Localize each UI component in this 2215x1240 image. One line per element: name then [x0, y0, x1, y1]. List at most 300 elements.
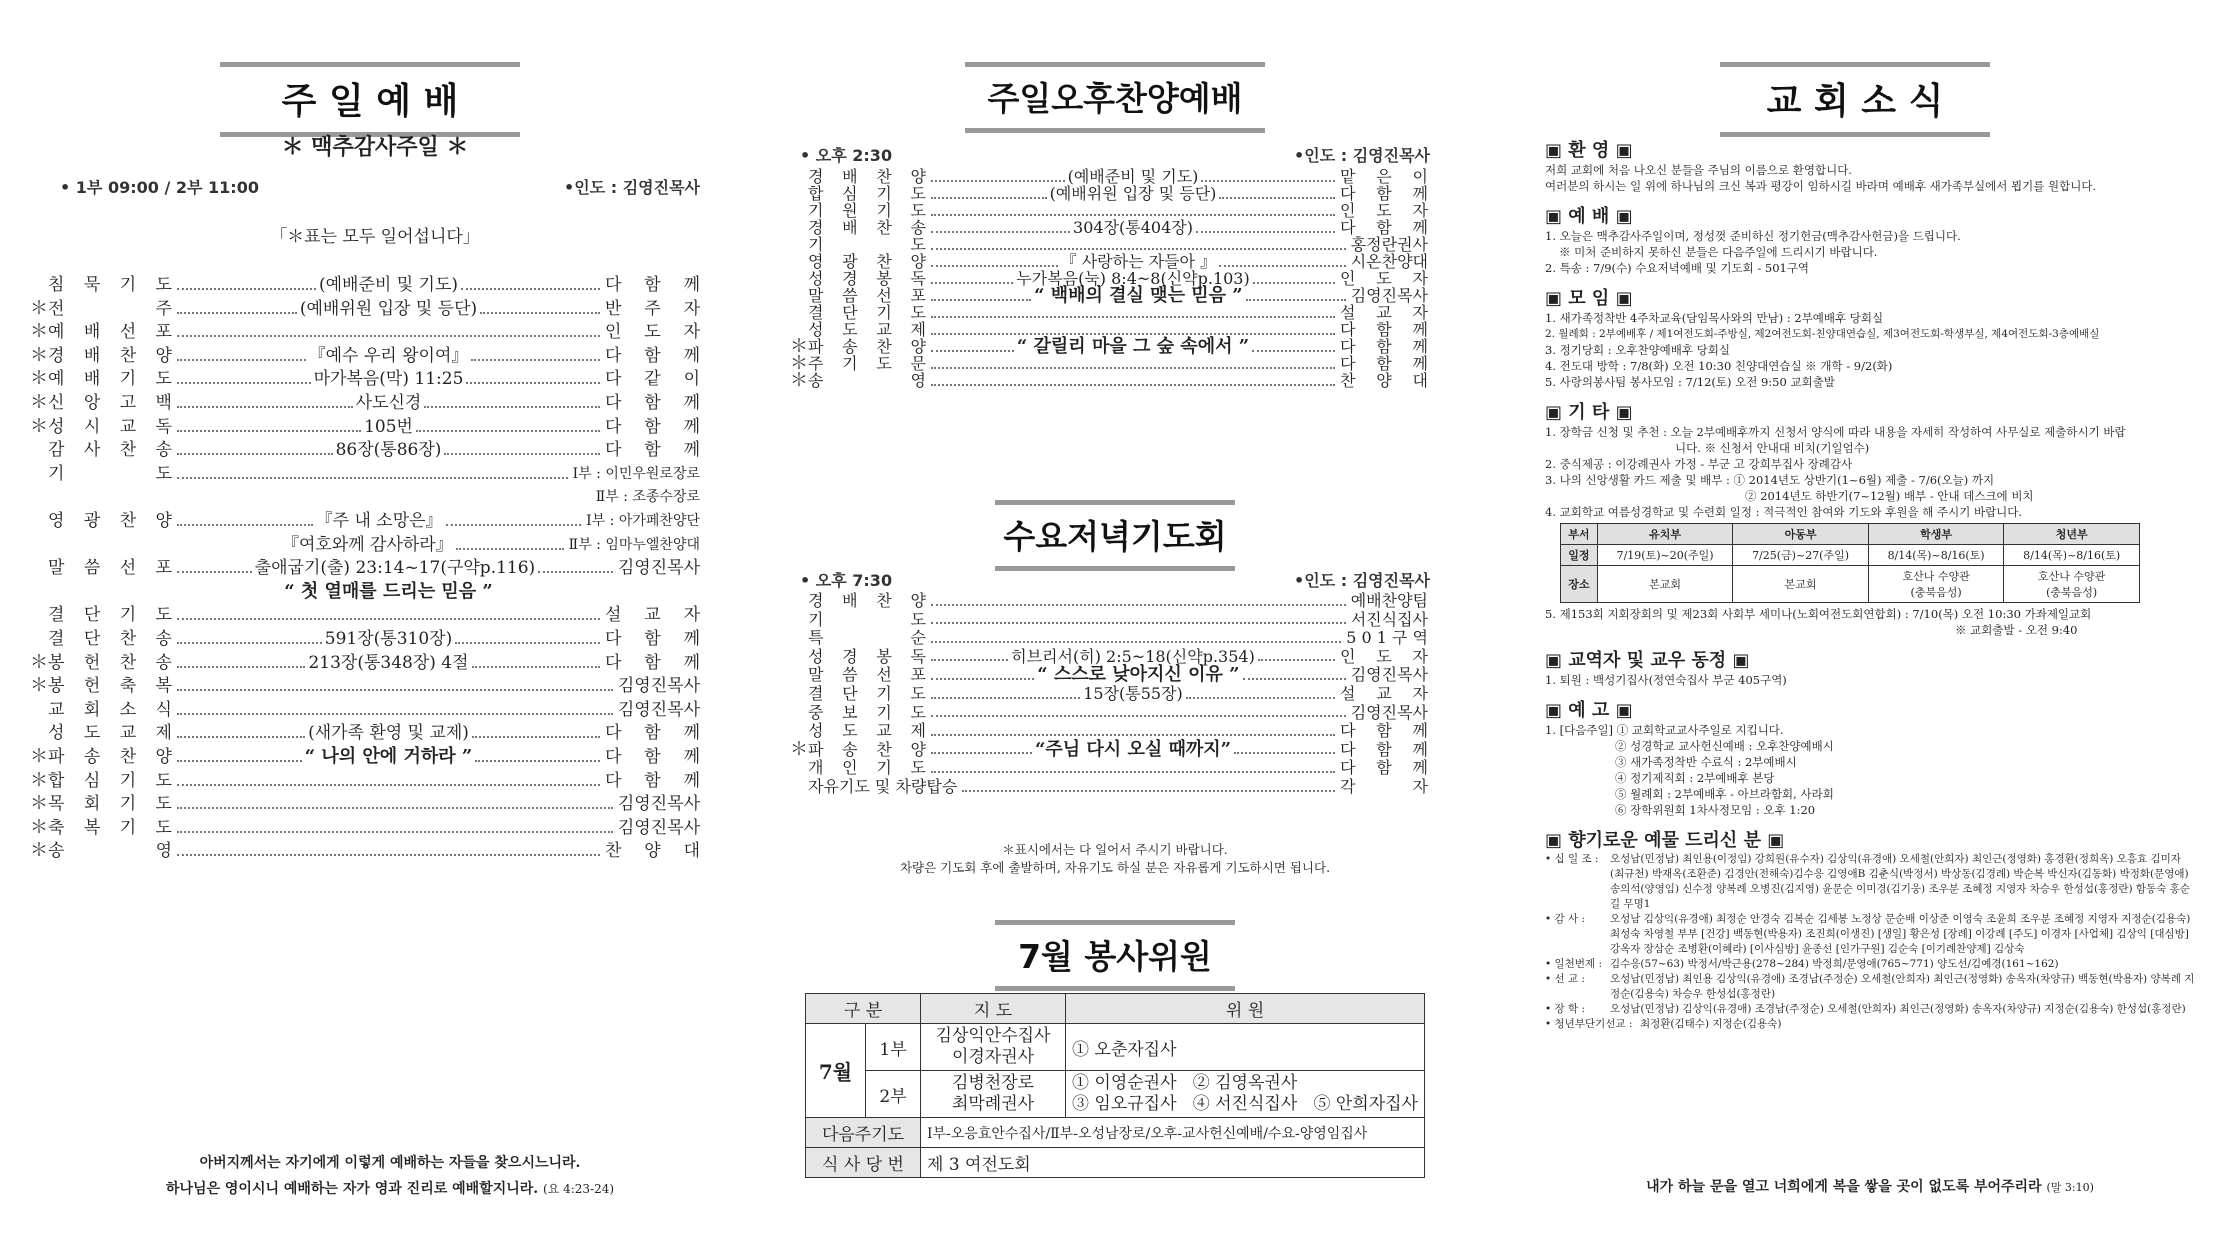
order-item-label: 성 시 교 독	[48, 416, 172, 437]
worship-item-2: 2. 특송 : 7/9(수) 수요저녁예배 및 기도회 - 501구역	[1545, 261, 1810, 275]
worship-time-line	[60, 175, 700, 198]
order-item-label: 말 씀 선 포	[48, 558, 172, 579]
serve-row-meal	[806, 1148, 1425, 1178]
serve-lead-2b: 최막례권사	[951, 1094, 1035, 1114]
stand-mark: ＊	[30, 392, 48, 413]
order-item-person: 다 함 께	[605, 770, 700, 791]
order-item-person: 다 함 께	[605, 629, 700, 649]
pm-worship-title: 주일오후찬양예배	[987, 79, 1243, 118]
order-item	[30, 603, 700, 627]
order-item-detail	[172, 556, 618, 580]
gift-category: • 감 사 :	[1545, 913, 1586, 925]
order-item-detail	[172, 803, 618, 805]
serve-lead-1b: 이경자권사	[951, 1047, 1035, 1067]
order-item-detail-text: 『 사랑하는 자들아 』	[1060, 252, 1217, 271]
order-item	[30, 533, 700, 557]
order-item	[30, 320, 700, 344]
member-news-1: 1. 퇴원 : 백성기집사(정연숙집사 부군 405구역)	[1545, 673, 1787, 687]
order-item-label: 개 인 기 도	[808, 758, 926, 778]
serve-row-1bu	[806, 1024, 1425, 1071]
vbs-h0: 부서	[1561, 524, 1598, 545]
notice-list-item: ② 성경학교 교사헌신예배 : 오후찬양예배시	[1615, 739, 1834, 753]
stand-mark: ＊	[30, 651, 48, 673]
order-item-detail	[957, 786, 1340, 788]
gift-category: • 십 일 조 :	[1545, 853, 1599, 865]
gift-row	[1545, 1017, 2195, 1032]
order-item-label: 합 심 기 도	[808, 184, 926, 203]
etc-item-4: 4. 교회학교 여름성경학교 및 수련회 일정 : 적극적인 참여와 기도와 후원을 해 주시기 바랍니다.	[1545, 505, 2023, 519]
church-news-column	[1545, 0, 2195, 1240]
order-item-label: 말 씀 선 포	[808, 665, 926, 685]
vbs-h1: 유치부	[1597, 524, 1732, 545]
footer-verse-line2: 하나님은 영이시니 예배하는 자가 영과 진리로 예배할지니라.	[165, 1181, 539, 1197]
footer-verse-line1: 아버지께서는 자기에게 이렇게 예배하는 자들을 찾으시느니라.	[199, 1155, 581, 1171]
order-item-label: 경 배 찬 양	[48, 345, 172, 366]
order-item-detail-text: “ 갈릴리 마을 그 숲 속에서 ”	[1016, 336, 1250, 357]
stand-mark: ＊	[790, 370, 808, 391]
order-item-detail-text: (예배준비 및 기도)	[318, 275, 459, 295]
order-item-person: 각 자	[1340, 777, 1428, 796]
order-item-person: 다 함 께	[605, 416, 700, 437]
vbs-p3-name: 호산나 수양관	[1902, 570, 1970, 583]
order-item-detail-text: 누가복음(눅) 8:4~8(신약p.103)	[1016, 269, 1250, 288]
sunday-worship-column	[30, 0, 720, 1240]
order-item	[30, 273, 700, 297]
stand-mark: ＊	[790, 353, 808, 374]
gift-names: 최정환(김태수) 지정순(김용숙)	[1640, 1018, 1782, 1030]
order-item-label: 신 앙 고 백	[48, 393, 172, 413]
order-item-label: 성 경 봉 독	[808, 269, 926, 288]
order-item-detail	[172, 651, 605, 675]
order-item-person: 인 도 자	[605, 322, 700, 343]
order-item-detail	[926, 730, 1340, 732]
stand-mark: ＊	[30, 321, 48, 343]
order-item-detail	[926, 767, 1340, 769]
serve-lead-1a: 김상익안수집사	[935, 1026, 1051, 1046]
serve-row-2bu	[806, 1071, 1425, 1118]
order-item-label: 감 사 찬 송	[48, 440, 172, 461]
worship-item-1: 1. 오늘은 맥추감사주일이며, 정성껏 준비하신 정기헌금(맥추감사헌금)을 드립니다.	[1545, 229, 1961, 243]
order-item-detail	[172, 780, 605, 782]
meeting-item-1: 1. 새가족정착반 4주차교육(담임목사와의 만남) : 2부예배후 당회실	[1545, 311, 1884, 325]
vbs-p1: 본교회	[1597, 566, 1732, 603]
notice-list-item: ④ 정기제직회 : 2부예배후 본당	[1615, 771, 1775, 785]
stand-mark: ＊	[30, 675, 48, 697]
news-body	[1545, 128, 2195, 1032]
order-item-person: 김영진목사	[617, 699, 700, 720]
gift-row	[1545, 957, 2195, 972]
order-item-detail	[926, 380, 1340, 382]
order-item-person: 찬 양 대	[1340, 371, 1428, 390]
order-item-detail-text: 히브리서(히) 2:5~18(신약p.354)	[1011, 646, 1255, 666]
order-item-person: 김영진목사	[1350, 702, 1428, 722]
order-item-person: 홍정란권사	[1350, 235, 1428, 254]
order-item-person: 김영진목사	[617, 676, 700, 697]
stand-mark: ＊	[790, 738, 808, 760]
pm-leader: •인도 : 김영진목사	[1294, 146, 1430, 165]
order-item-person: 맡 은 이	[1340, 167, 1428, 186]
order-item-person: 찬 양 대	[605, 841, 700, 862]
order-item	[30, 391, 700, 415]
worship-item-1b: ※ 미처 준비하지 못하신 분들은 다음주일에 드리시기 바랍니다.	[1559, 245, 1878, 259]
sunday-worship-title-box	[220, 62, 520, 137]
vbs-place-label: 장소	[1561, 566, 1598, 603]
order-item	[30, 769, 700, 793]
serve-members-1: ① 오춘자집사	[1066, 1024, 1425, 1071]
stand-note: 「＊표는 모두 일어섭니다」	[270, 227, 480, 247]
order-item-person: 다 함 께	[605, 652, 700, 673]
order-item-detail-text: 213장(통348장) 4절	[308, 652, 469, 673]
serve-header-category: 구 분	[806, 994, 921, 1024]
order-item-label: 송 영	[808, 371, 926, 390]
order-item-person: 다 함 께	[1340, 739, 1428, 759]
order-item-person: 다 함 께	[1340, 337, 1428, 356]
order-item-detail	[172, 709, 618, 711]
order-item-detail-text: (예배준비 및 기도)	[1067, 167, 1199, 186]
notice-list-item: ⑥ 장학위원회 1차사정모임 : 오후 1:20	[1615, 803, 1816, 817]
serve-lead-1	[921, 1024, 1066, 1071]
order-item-detail-text: 86장(통86장)	[335, 440, 442, 461]
order-item-label: 성 경 봉 독	[808, 646, 926, 666]
etc-heading: ▣ 기 타 ▣	[1545, 402, 1633, 423]
order-item-person: 다 함 께	[605, 275, 700, 295]
order-item-person: 설 교 자	[1340, 303, 1428, 322]
order-item-person: 김영진목사	[617, 558, 700, 579]
stand-mark: ＊	[30, 368, 48, 390]
order-item-detail	[926, 329, 1340, 331]
meeting-item-3: 3. 정기당회 : 오후찬양예배후 당회실	[1545, 343, 1730, 357]
order-item	[790, 369, 1428, 392]
order-item-person: 인 도 자	[1340, 269, 1428, 288]
order-item-detail-text: 출애굽기(출) 23:14~17(구약p.116)	[254, 558, 536, 579]
etc-item-2: 2. 중식제공 : 이강례권사 가정 - 부군 고 강희부집사 장례감사	[1545, 457, 1853, 471]
next-prayer-label: 다음주기도	[806, 1118, 921, 1148]
vbs-d3: 8/14(목)~8/16(토)	[1868, 545, 2004, 566]
order-item-label: 성 도 교 제	[48, 723, 172, 744]
order-item	[30, 344, 700, 368]
serve-lead-2a: 김병천장로	[951, 1073, 1035, 1093]
member-news-heading: ▣ 교역자 및 교우 동정 ▣	[1545, 650, 1750, 671]
serve-table	[805, 993, 1425, 1178]
order-item-label: 합 심 기 도	[48, 770, 172, 791]
order-item-detail	[926, 244, 1351, 246]
order-item-person: 다 함 께	[1340, 758, 1428, 778]
order-item-label: 성 도 교 제	[808, 320, 926, 339]
order-item-label: 결 단 기 도	[808, 303, 926, 322]
pm-time: • 오후 2:30	[800, 146, 893, 165]
order-item-detail	[172, 580, 605, 604]
order-item-label: 봉 헌 찬 송	[48, 652, 172, 673]
vbs-p4-name: 호산나 수양관	[2038, 570, 2106, 583]
order-item-detail	[926, 618, 1351, 620]
order-item-label: 성 도 교 제	[808, 721, 926, 741]
order-item-detail	[172, 614, 605, 616]
order-item	[30, 415, 700, 439]
order-item-label: 파 송 찬 양	[808, 337, 926, 356]
order-item	[30, 698, 700, 722]
order-item-detail	[172, 415, 605, 439]
order-item-detail-text: “ 스스로 낮아지신 이유 ”	[1037, 664, 1240, 686]
order-item-label: 교 회 소 식	[48, 699, 172, 720]
etc-item-1: 1. 장학금 신청 및 추천 : 오늘 2부예배후까지 신청서 양식에 따라 내용을 자세히 작성하여 사무실로 제출하시기 바랍	[1545, 425, 2126, 439]
order-item-detail	[172, 721, 605, 745]
order-item-detail-text: 304장(통404장)	[1073, 218, 1193, 237]
gift-names: 오성남 김상익(유경애) 최정순 안경숙 김복순 김세봉 노정상 문순배 이상준 이영숙 조윤희 조우분 조혜정 지영자 지정순(김용숙) 최성숙 차영철 부부 [건강] 백동현(박용자) 조진희(이생진) [생일] 황은성 [장례] 이강례 [주도] 이경자 [사업체] 김상익 [대심방] 강옥자 장삼순 조병환(이혜라) [이사심방] 윤종선 [인가구원] 김순숙 [이기례찬양제] 김상숙	[1610, 913, 2191, 955]
order-item	[30, 792, 700, 816]
order-item-detail	[172, 627, 605, 651]
serve-header-lead: 지 도	[921, 994, 1066, 1024]
order-item-detail	[172, 509, 586, 533]
order-item-detail-text: 『여호와께 감사하라』	[281, 534, 453, 555]
serve-members-2b: ③ 임오규집사 ④ 서진식집사 ⑤ 안희자집사	[1072, 1094, 1418, 1114]
order-item-detail	[172, 331, 605, 333]
order-item-detail-text: (새가족 환영 및 교제)	[308, 723, 469, 744]
welcome-line-1: 저희 교회에 처음 나오신 분들을 주님의 이름으로 환영합니다.	[1545, 163, 1852, 177]
order-item-person: Ⅰ부 : 이민우원로장로	[572, 465, 700, 482]
meal-value: 제 3 여전도회	[921, 1148, 1425, 1178]
vbs-p3-sub: (충북음성)	[1910, 586, 1962, 599]
vbs-h2: 아동부	[1733, 524, 1868, 545]
order-item	[30, 721, 700, 745]
order-item-label: 목 회 기 도	[48, 794, 172, 815]
order-item-person: 5 0 1 구 역	[1346, 628, 1428, 648]
order-item	[30, 438, 700, 462]
meeting-item-4: 4. 전도대 방학 : 7/8(화) 오전 10:30 친양대연습실 ※ 개학 - 9/2(화)	[1545, 359, 1893, 373]
order-item	[30, 462, 700, 486]
wed-time-line	[800, 568, 1430, 591]
order-item-detail-text: “ 나의 안에 거하라 ”	[304, 746, 473, 767]
order-item-person: 다 함 께	[1340, 354, 1428, 373]
order-item-detail	[172, 745, 605, 769]
order-item-label: 기 도	[48, 463, 172, 484]
order-item-detail	[926, 312, 1340, 314]
order-item-detail-text: 마가복음(막) 11:25	[313, 369, 464, 390]
order-item-detail-text: (예배위원 입장 및 등단)	[299, 298, 478, 319]
order-item-label: 자유기도 및 차량탑승	[808, 777, 958, 796]
wed-note-1: ＊표시에서는 다 일어서 주시기 바랍니다.	[1002, 842, 1228, 857]
order-item-detail-text: 『예수 우리 왕이여』	[308, 345, 469, 366]
occasion-title: ＊ 맥추감사주일 ＊	[281, 135, 469, 160]
order-item	[30, 816, 700, 840]
vbs-p4-sub: (충북음성)	[2046, 586, 2098, 599]
etc-item-5: 5. 제153회 지회장회의 및 제23회 사회부 세미나(노회여전도회연합회) : 7/10(목) 오전 10:30 가좌제일교회	[1545, 607, 2092, 621]
stand-mark: ＊	[30, 793, 48, 815]
serve-title-box	[995, 920, 1235, 991]
wed-note-2: 차량은 기도회 후에 출발하며, 자유기도 하실 분은 자유롭게 기도하시면 됩니다.	[899, 860, 1331, 875]
order-item-label: 결 단 기 도	[48, 605, 172, 626]
order-item	[30, 674, 700, 698]
vbs-h4: 청년부	[2004, 524, 2140, 545]
order-item-label: 경 배 찬 양	[808, 591, 926, 610]
vbs-p3	[1868, 566, 2004, 603]
serve-part-1: 1부	[866, 1024, 921, 1071]
news-footer-ref: (말 3:10)	[2046, 1181, 2094, 1194]
gift-row	[1545, 972, 2195, 1002]
order-item-detail	[172, 533, 569, 557]
order-item-detail	[172, 367, 605, 391]
order-item-person: 다 함 께	[605, 747, 700, 767]
order-item-label: 축 복 기 도	[48, 817, 172, 838]
order-item	[30, 651, 700, 675]
notice-list	[1545, 738, 2195, 818]
order-item-person: 예배찬양팀	[1350, 591, 1428, 610]
order-item-label: 파 송 찬 양	[808, 739, 926, 759]
order-item-detail-text: “ 백배의 결실 맺는 믿음 ”	[1034, 285, 1243, 306]
serve-members-2a: ① 이영순권사 ② 김영옥권사	[1072, 1073, 1298, 1093]
news-title: 교 회 소 식	[1766, 81, 1944, 122]
order-item-label: 결 단 찬 송	[48, 629, 172, 649]
order-item	[30, 556, 700, 580]
order-item-label: 기 원 기 도	[808, 201, 926, 220]
order-item-person: 인 도 자	[1340, 201, 1428, 220]
order-item-label: 경 배 찬 송	[808, 218, 926, 237]
vbs-d2: 7/25(금)~27(주일)	[1733, 545, 1868, 566]
order-item-detail	[172, 297, 605, 321]
order-item	[30, 367, 700, 391]
notice-list-item: ③ 새가족정착반 수료식 : 2부예배시	[1615, 755, 1797, 769]
order-item-person: 반 주 자	[605, 298, 700, 319]
order-item	[30, 297, 700, 321]
order-item-label: 예 배 기 도	[48, 369, 172, 390]
order-item-person: Ⅰ부 : 아가페찬양단	[586, 513, 700, 529]
notice-item-1: 1. [다음주일] ① 교회학교교사주일로 지킵니다.	[1545, 723, 1784, 737]
serve-table-header	[806, 994, 1425, 1024]
order-item-person: 서진식집사	[1350, 609, 1428, 629]
vbs-place-row	[1561, 566, 2140, 603]
order-item-label: 결 단 기 도	[808, 684, 926, 703]
serve-header-members: 위 원	[1066, 994, 1425, 1024]
gift-row	[1545, 912, 2195, 957]
order-item-person: 인 도 자	[1340, 646, 1428, 666]
order-item	[790, 775, 1428, 798]
order-item-label: 봉 헌 축 복	[48, 676, 172, 697]
order-item-person: 설 교 자	[1340, 684, 1428, 703]
stand-mark: ＊	[30, 344, 48, 366]
order-item-person: 다 함 께	[1340, 721, 1428, 741]
order-item-label: 전 주	[48, 298, 172, 319]
worship-heading: ▣ 예 배 ▣	[1545, 206, 1633, 227]
wed-time: • 오후 7:30	[800, 571, 893, 590]
gift-row	[1545, 852, 2195, 912]
order-item-person: 설 교 자	[605, 605, 700, 626]
stand-mark: ＊	[30, 769, 48, 791]
etc-item-1b: 니다. ※ 신청서 안내대 비치(기일엄수)	[1675, 441, 1870, 455]
order-item-detail-text: 『주 내 소망은』	[315, 511, 443, 531]
order-item	[30, 745, 700, 769]
stand-mark: ＊	[30, 415, 48, 437]
gift-heading: ▣ 향기로운 예물 드리신 분 ▣	[1545, 830, 1785, 851]
order-item-detail-text: “ 첫 열매를 드리는 믿음 ”	[284, 580, 493, 602]
order-item-label: 기 도	[808, 235, 926, 254]
order-item-detail	[926, 600, 1351, 602]
pm-worship-title-box	[965, 62, 1265, 133]
news-title-box	[1720, 62, 1990, 137]
wed-title-box	[995, 500, 1235, 571]
vbs-p4	[2004, 566, 2140, 603]
gift-category: • 선 교 :	[1545, 973, 1586, 985]
order-item-detail	[172, 438, 605, 462]
other-services-column	[790, 0, 1440, 1240]
order-item-person: 다 함 께	[1340, 184, 1428, 203]
meal-label: 식 사 당 번	[806, 1148, 921, 1178]
order-item-person: 다 같 이	[605, 369, 700, 390]
serve-month: 7월	[806, 1024, 866, 1118]
order-item-detail	[172, 685, 618, 687]
serve-members-2	[1066, 1071, 1425, 1118]
order-item-person: 다 함 께	[605, 345, 700, 366]
vbs-d1: 7/19(토)~20(주일)	[1597, 545, 1732, 566]
order-item	[30, 485, 700, 509]
stand-mark: ＊	[30, 816, 48, 838]
order-item-label: 파 송 찬 양	[48, 747, 172, 767]
order-item-person: 다 함 께	[605, 393, 700, 413]
vbs-table	[1560, 523, 2140, 603]
notice-list-item: ⑤ 월례회 : 2부예배후 - 아브라함회, 사라회	[1615, 787, 1834, 801]
order-item-detail	[926, 363, 1340, 365]
gift-names: 오성남(민정남) 김상익(유경애) 조경남(주정순) 오세철(안희자) 최인근(정영화) 송옥자(차양규) 지정순(김용숙) 한성섭(홍정란)	[1610, 1003, 2186, 1015]
gift-list	[1545, 852, 2195, 1032]
meeting-heading: ▣ 모 임 ▣	[1545, 288, 1633, 309]
gift-names: 오성남(민정남) 최인용 김상익(유경애) 조경남(주정순) 오세철(안희자) 최인근(정영화) 송옥자(차양규) 백동현(박용자) 양복례 지정순(김용숙) 차승우 한성섭(홍정란)	[1610, 973, 2195, 1000]
etc-item-5b: ※ 교회출발 - 오전 9:40	[1955, 623, 2078, 637]
vbs-header-row	[1561, 524, 2140, 545]
stand-mark: ＊	[30, 297, 48, 319]
order-item-detail-text: 591장(통310장)	[324, 629, 453, 649]
serve-lead-2	[921, 1071, 1066, 1118]
order-item-person: 김영진목사	[617, 817, 700, 838]
order-item-person: 김영진목사	[1350, 665, 1428, 685]
order-item-label: 특 순	[808, 628, 926, 648]
wed-title: 수요저녁기도회	[1003, 517, 1227, 556]
gift-names: 오성남(민정남) 최인용(이정임) 강희원(유수자) 김상익(유경애) 오세철(안희자) 최인근(정영화) 홍경환(정희옥) 오흥효 김미자(최규천) 박재옥(조환준) 김경안(전해숙)김수응 김영애B 김춘식(박정서) 박상동(김경례) 박순복 박신자(김동화) 박정화(문영애) 송의석(양영임) 신수정 양복례 오병진(김지영) 윤문순 이미경(김기웅) 조우분 조혜정 지영자 차승우 한성섭(홍정란) 함동숙 홍순길 무명1	[1610, 853, 2190, 910]
order-item	[30, 509, 700, 533]
order-item-person: Ⅱ부 : 임마누엘찬양대	[568, 536, 700, 553]
worship-time: • 1부 09:00 / 2부 11:00	[60, 178, 259, 197]
order-item-label: 송 영	[48, 841, 172, 862]
wed-leader: •인도 : 김영진목사	[1294, 571, 1430, 590]
news-footer	[1545, 1176, 2195, 1196]
vbs-date-row	[1561, 545, 2140, 566]
order-item-detail	[172, 827, 618, 829]
order-item-label: 침 묵 기 도	[48, 275, 172, 295]
order-item-label: 영 광 찬 양	[808, 252, 926, 271]
order-item-label: 중 보 기 도	[808, 702, 926, 722]
welcome-heading: ▣ 환 영 ▣	[1545, 140, 1633, 161]
order-item-person: 다 함 께	[1340, 218, 1428, 237]
order-item-person: 다 함 께	[605, 723, 700, 744]
order-item-detail-text: (예배위원 입장 및 등단)	[1049, 184, 1217, 203]
footer-verse-ref: (요 4:23-24)	[543, 1182, 615, 1196]
order-item-detail	[172, 850, 605, 852]
stand-mark: ＊	[30, 746, 48, 767]
order-item-person: 시온찬양대	[1350, 252, 1428, 271]
gift-row	[1545, 1002, 2195, 1017]
next-prayer-value: Ⅰ부-오응효안수집사/Ⅱ부-오성남장로/오후-교사헌신예배/수요-양영임집사	[921, 1118, 1425, 1148]
order-item-person: 다 함 께	[1340, 320, 1428, 339]
serve-title: 7월 봉사위원	[1018, 937, 1212, 976]
order-item-detail	[172, 473, 573, 475]
sunday-worship-title: 주 일 예 배	[281, 81, 459, 122]
pm-time-line	[800, 143, 1430, 166]
order-item-detail-text: 사도신경	[355, 393, 422, 413]
order-item-detail-text: “주님 다시 오실 때까지”	[1035, 738, 1231, 760]
gift-category: • 청년부단기선교 :	[1545, 1018, 1633, 1030]
order-item-detail	[172, 344, 605, 368]
stand-mark: ＊	[790, 336, 808, 357]
welcome-line-2: 여러분의 하시는 일 위에 하나님의 크신 복과 평강이 임하시길 바라며 예배후 새가족부실에서 뵙기를 원합니다.	[1545, 179, 2097, 193]
order-item-label: 영 광 찬 양	[48, 511, 172, 531]
etc-item-3: 3. 나의 신앙생활 카드 제출 및 배부 : ① 2014년도 상반기(1~6월) 제출 - 7/6(오늘) 까지	[1545, 473, 1995, 487]
